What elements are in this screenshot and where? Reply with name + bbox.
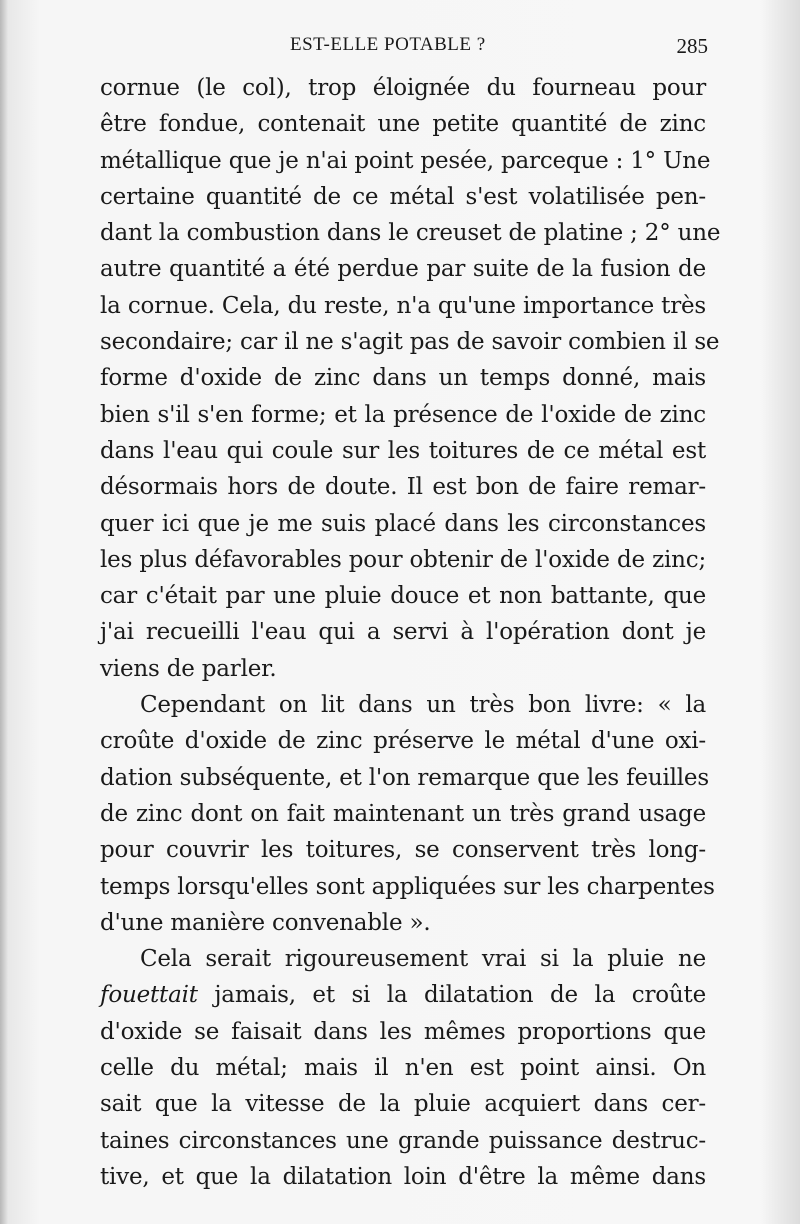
text-line: celle du métal; mais il n'en est point ainsi. On	[100, 1055, 706, 1082]
italic-word: fouettait	[100, 982, 198, 1009]
text-line: croûte d'oxide de zinc préserve le métal d'une oxi-	[100, 728, 706, 755]
running-head	[100, 34, 708, 60]
text-line: dans l'eau qui coule sur les toitures de ce métal est	[100, 437, 706, 464]
text-line: de zinc dont on fait maintenant un très grand usage	[100, 800, 706, 827]
paragraph-start-line: Cependant on lit dans un très bon livre: « la	[140, 692, 706, 719]
text-line: secondaire; car il ne s'agit pas de savoir combien il se	[100, 329, 720, 356]
running-title: EST-ELLE POTABLE ?	[290, 34, 486, 55]
text-line: d'oxide se faisait dans les mêmes proportions que	[100, 1018, 706, 1045]
text-line: la cornue. Cela, du reste, n'a qu'une importance très	[100, 292, 706, 319]
text-line: taines circonstances une grande puissance destruc-	[100, 1127, 706, 1154]
text-line: tive, et que la dilatation loin d'être la même dans	[100, 1163, 706, 1190]
text-line: être fondue, contenait une petite quantité de zinc	[100, 111, 706, 138]
text-line: certaine quantité de ce métal s'est volatilisée pen-	[100, 183, 706, 210]
paragraph-end-line: d'une manière convenable ».	[100, 909, 431, 936]
text-line: j'ai recueilli l'eau qui a servi à l'opération dont je	[100, 619, 706, 646]
text-line: dant la combustion dans le creuset de platine ; 2° une	[100, 220, 721, 247]
text-line: sait que la vitesse de la pluie acquiert dans cer-	[100, 1091, 706, 1118]
text-line-with-italic	[100, 977, 706, 1013]
text-line: forme d'oxide de zinc dans un temps donné, mais	[100, 365, 706, 392]
text-line: temps lorsqu'elles sont appliquées sur les charpentes	[100, 873, 715, 900]
page-edge-shadow	[0, 0, 8, 1224]
text-line: dation subséquente, et l'on remarque que les feuilles	[100, 764, 709, 791]
text-line: cornue (le col), trop éloignée du fourneau pour	[100, 75, 706, 101]
body-text	[100, 70, 721, 1195]
text-line: les plus défavorables pour obtenir de l'oxide de zinc;	[100, 546, 706, 573]
text-line-rest: jamais, et si la dilatation de la croûte	[214, 982, 706, 1009]
text-line: pour couvrir les toitures, se conservent très long-	[100, 837, 706, 864]
text-line: désormais hors de doute. Il est bon de faire remar-	[100, 474, 706, 501]
text-line: car c'était par une pluie douce et non battante, que	[100, 583, 706, 610]
page-number: 285	[676, 34, 708, 58]
text-line: quer ici que je me suis placé dans les circonstances	[100, 510, 706, 537]
text-line: bien s'il s'en forme; et la présence de l'oxide de zinc	[100, 401, 706, 428]
paragraph-end-line: viens de parler.	[100, 655, 277, 682]
text-line: autre quantité a été perdue par suite de la fusion de	[100, 256, 706, 283]
text-line: métallique que je n'ai point pesée, parceque : 1° Une	[100, 147, 711, 174]
paragraph-start-line: Cela serait rigoureusement vrai si la pluie ne	[140, 946, 706, 973]
